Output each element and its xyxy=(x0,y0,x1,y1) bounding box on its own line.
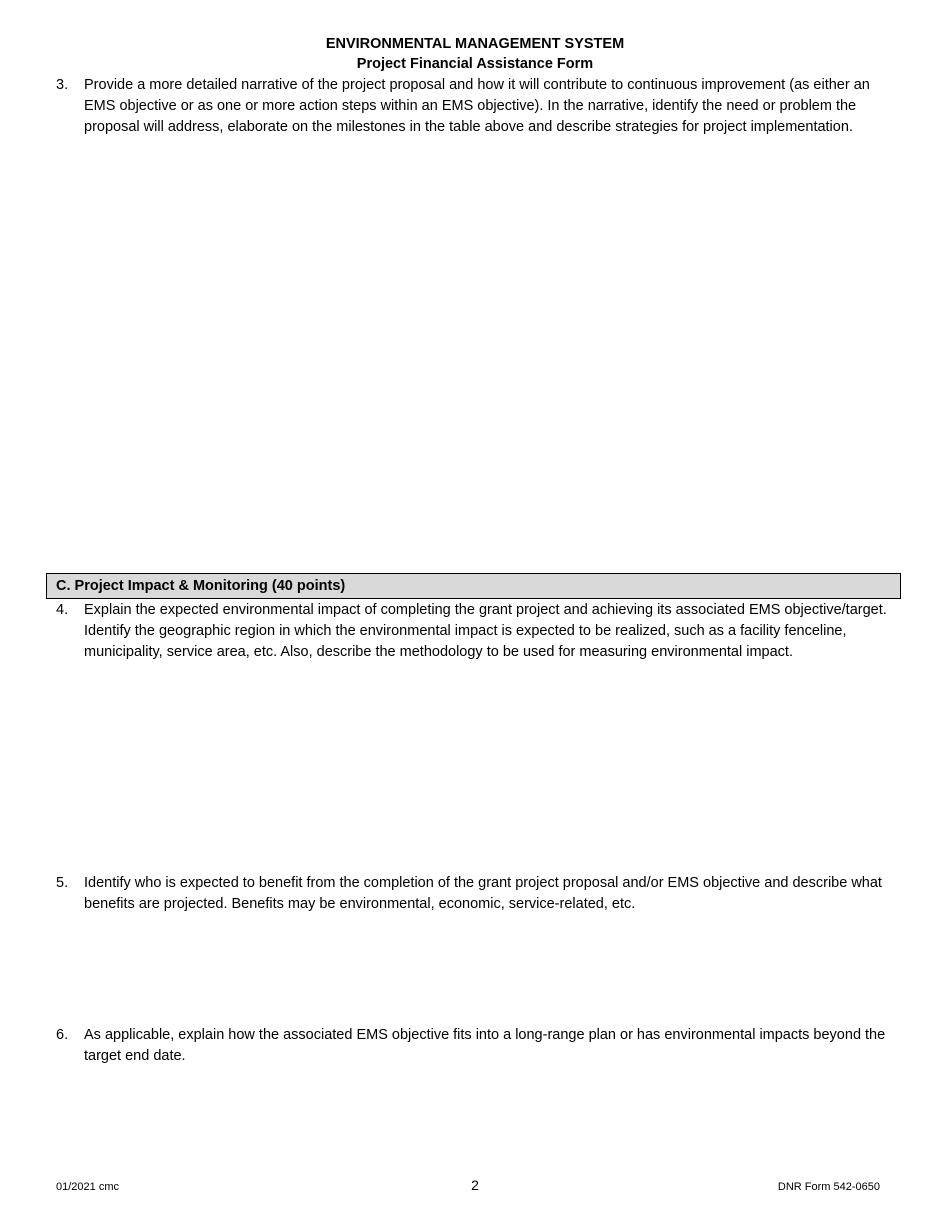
form-subtitle: Project Financial Assistance Form xyxy=(356,56,594,72)
question-text: Explain the expected environmental impact of completing the grant project and achieving its associated EMS objective/target. Identify the geographic region in which the environmental impact is expected to be realized, such as a facility fenceline, municipality, service area, etc. Also, describe the methodology to be used for measuring environmental impact. xyxy=(84,602,887,660)
question-text: Provide a more detailed narrative of the project proposal and how it will contribute to continuous improvement (as either an EMS objective or as one or more action steps within an EMS objective). In the narrative, identify the need or problem the proposal will address, elaborate on the milestones in the table above and describe strategies for project implementation. xyxy=(84,77,870,135)
question-number: 5. xyxy=(56,875,69,891)
question-number: 6. xyxy=(56,1027,69,1043)
form-header xyxy=(0,34,950,74)
question-text: Identify who is expected to benefit from the completion of the grant project proposal and/or EMS objective and describe what benefits are projected. Benefits may be environmental, economic, service-related, etc. xyxy=(84,875,882,912)
question-6 xyxy=(56,1025,896,1067)
question-4 xyxy=(56,600,896,663)
question-3 xyxy=(56,75,896,138)
page-number: 2 xyxy=(471,1177,479,1193)
question-text: As applicable, explain how the associated EMS objective fits into a long-range plan or has environmental impacts beyond the target end date. xyxy=(84,1027,886,1064)
question-number: 3. xyxy=(56,77,69,93)
section-c-header: C. Project Impact & Monitoring (40 points) xyxy=(46,573,901,599)
footer-form-number: DNR Form 542-0650 xyxy=(777,1181,880,1193)
footer-revision: 01/2021 cmc xyxy=(56,1181,119,1193)
question-5 xyxy=(56,873,896,915)
question-number: 4. xyxy=(56,602,69,618)
form-title: ENVIRONMENTAL MANAGEMENT SYSTEM xyxy=(325,36,625,52)
